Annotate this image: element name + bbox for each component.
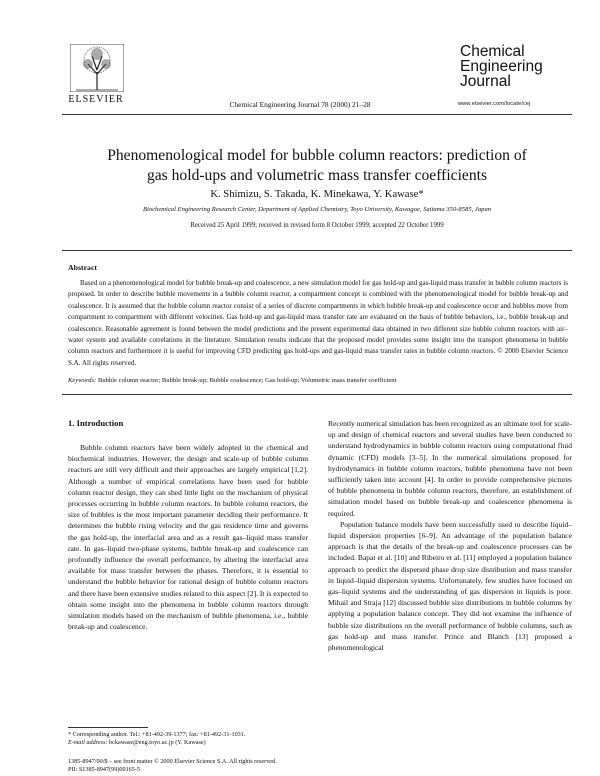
- affiliation: Biochemical Engineering Research Center, Department of Applied Chemistry, Toyo University, Kawagoe, Saitama 350-8585, Japan: [142, 206, 492, 213]
- journal-logo-line: Engineering: [460, 58, 543, 75]
- email-address: bckawase@eng.toyo.ac.jp (Y. Kawase): [109, 739, 206, 747]
- right-paragraph-2: Population balance models have been successfully used to describe liquid–liquid dispersion properties [6–9]. An advantage of the population balance approach is that the details of the break-up and coalescence processes can be included. Bapat et al. [10] and Ribeiro et al. [11] employed a population balance approach to predict the dispersed phase drop size distribution and mass transfer in liquid–liquid dispersion systems. Unfortunately, few studies have focused on gas–liquid systems and the understanding of gas dispersion in liquids is poor. Mihail and Straja [12] discussed bubble size distributions in bubble columns by applying a population balance concept. They did not examine the influence of bubble size distributions on the overall performance of bubble columns, such as gas hold-up and mass transfer. Prince and Blanch [13] proposed a phenomenological: [328, 519, 572, 653]
- article-title: [62, 146, 572, 186]
- keywords-list: Bubble column reactor; Bubble break-up; Bubble coalescence; Gas hold-up; Volumetric mass transfer coefficient: [97, 377, 397, 384]
- keywords-label: Keywords:: [68, 377, 97, 384]
- journal-citation: Chemical Engineering Journal 78 (2000) 21–28: [229, 100, 371, 109]
- publisher-name: ELSEVIER: [68, 94, 124, 105]
- authors: K. Shimizu, S. Takada, K. Minekawa, Y. Kawase*: [210, 189, 424, 200]
- copyright: [68, 758, 448, 775]
- footnote: [68, 731, 318, 748]
- section-heading: 1. Introduction: [68, 418, 124, 428]
- footnote-rule: [68, 727, 148, 728]
- corresponding-author: * Corresponding author. Tel.: +81-492-39-1377; fax: +81-492-31-1031.: [68, 731, 246, 738]
- title-line: Phenomenological model for bubble column reactors: prediction of: [107, 147, 527, 164]
- journal-logo-line: Journal: [460, 73, 511, 90]
- header-rule: [62, 114, 572, 115]
- title-line: gas hold-ups and volumetric mass transfer coefficients: [146, 167, 488, 184]
- copyright-line: 1385-8947/00/$ – see front matter © 2000 Elsevier Science S.A. All rights reserved.: [68, 758, 277, 765]
- keywords: [68, 377, 568, 384]
- right-column: [328, 418, 572, 653]
- email-line: [68, 739, 318, 747]
- right-paragraph-1: Recently numerical simulation has been recognized as an ultimate tool for scale-up and design of chemical reactors and several studies have been conducted to understand hydrodynamics in bubble column reactors using computational fluid dynamic (CFD) models [3–5]. In the numerical simulations proposed for hydrodynamics in bubble column reactors, bubble phenomena have not been sufficiently taken into account [4]. In order to provide comprehensive pictures of bubble phenomena in bubble column reactors, therefore, an establishment of simulation model based on bubble break-up and coalescence phenomena is required.: [328, 419, 572, 518]
- left-column-text: Bubble column reactors have been widely adopted in the chemical and biochemical industries. However, the design and scale-up of bubble column reactors are still very difficult and their approaches are largely empirical [1,2]. Although a number of empirical correlations have been used for bubble column reactor design, they can shed little light on the mechanism of physical processes occurring in bubble column reactors. In bubble column reactors, the size of bubbles is the most important parameter deciding their performance. It determines the bubble rising velocity and the gas residence time and governs the gas hold-up, the interfacial area and as a result gas–liquid mass transfer rate. In gas–liquid two-phase systems, bubble break-up and coalescence can profoundly influence the overall performance, by altering the interfacial area available for mass transfer between the phases. Therefore, it is essential to understand the bubble behavior for rational design of bubble column reactors and there have been extensive studies related to this aspect [2]. It is expected to obtain some insight into the phenomena in bubble column reactors through simulation models based on the mechanism of bubble phenomena, i.e., bubble break-up and coalescence.: [68, 443, 308, 632]
- journal-logo-line: Chemical: [460, 43, 525, 60]
- pii-line: PII: S1385-8947(99)00165-5: [68, 766, 141, 774]
- elsevier-tree-logo: [70, 44, 124, 92]
- journal-logo: [460, 44, 570, 89]
- email-label: E-mail address:: [68, 739, 108, 747]
- received-dates: Received 25 April 1999; received in revised form 8 October 1999; accepted 22 October 1999: [190, 222, 444, 229]
- abstract-text: Based on a phenomenological model for bubble break-up and coalescence, a new simulation model for gas hold-up and gas-liquid mass transfer in bubble column reactors is proposed. In order to describe bubble movements in a bubble column reactor, a compartment concept is combined with the phenomenological model for bubble break-up and coalescence. It is assumed that the bubble column reactor consist of a series of discrete compartments in which bubble break-up and coalescence occur and bubbles move from compartment to compartment with different velocities. Gas hold-up and gas-liquid mass transfer rate are evaluated on the basis of bubble behaviors, i.e., bubble break-up and coalescence. Reasonable agreement is found between the model predictions and the present experimental data obtained in two different size bubble column reactors with air–water system and available correlations in the literature. Simulation results indicate that the proposed model provides some insight into the transport phenomena in bubble column reactors and furthermore it is useful for improving CFD predicting gas hold-ups and gas-liquid mass transfer rates in bubble column reactors. © 2000 Elsevier Science S.A. All rights reserved.: [68, 279, 568, 367]
- journal-logo-subtitle: www.elsevier.com/locate/cej: [458, 101, 531, 107]
- abstract-top-rule: [62, 250, 572, 251]
- abstract-bottom-rule: [62, 394, 572, 395]
- abstract-heading: Abstract: [68, 263, 98, 272]
